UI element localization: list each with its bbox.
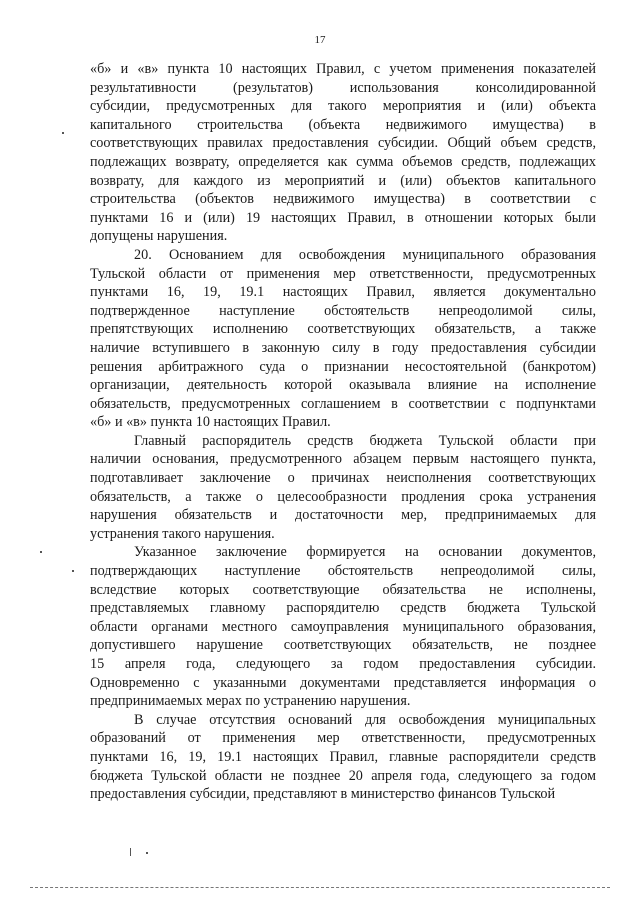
text-line: подтвержденное наступление обстоятельств непреодолимой силы, xyxy=(90,302,596,319)
text-line: соответствующих правилах предоставления субсидии. Общий объем средств, xyxy=(90,135,596,152)
scan-speck xyxy=(72,570,74,572)
text-line: допустившего нарушение соответствующих обязательств, не позднее xyxy=(90,637,596,654)
scan-speck xyxy=(62,132,64,134)
text-line: препятствующих исполнению соответствующих обязательств, а также xyxy=(90,321,596,338)
document-body xyxy=(90,60,596,804)
text-line: пунктами 16, 19, 19.1 настоящих Правил, является документально xyxy=(90,284,596,301)
scan-edge-line xyxy=(30,887,610,888)
text-line: обязательств, а также о целесообразности продления срока устранения xyxy=(90,488,596,505)
text-line: предпринимаемых мерах по устранению нарушения. xyxy=(90,693,411,710)
text-line: пунктами 16 и (или) 19 настоящих Правил, в отношении которых были xyxy=(90,209,596,226)
text-line: предоставления субсидии, представляют в министерство финансов Тульской xyxy=(90,786,556,803)
text-line: 15 апреля года, следующего за годом предоставления субсидии. xyxy=(90,656,596,672)
text-line: Указанное заключение формируется на основании документов, xyxy=(134,544,596,561)
text-line: субсидии, предусмотренных для такого мероприятия и (или) объекта xyxy=(90,98,596,115)
text-line: Главный распорядитель средств бюджета Тульской области при xyxy=(134,432,596,449)
paragraph xyxy=(90,432,596,544)
paragraph xyxy=(90,60,596,246)
text-line: области органами местного самоуправления муниципального образования, xyxy=(90,618,596,635)
text-line: наличии основания, предусмотренного абзацем первым настоящего пункта, xyxy=(90,451,596,468)
text-line: возврату, для каждого из мероприятий и (или) объектов капитального xyxy=(90,172,596,189)
paragraph xyxy=(90,711,596,804)
text-line: Одновременно с указанными документами представляется информация о xyxy=(90,674,596,691)
text-line: устранения такого нарушения. xyxy=(90,525,275,542)
text-line: подготавливает заключение о причинах неисполнения соответствующих xyxy=(90,470,596,487)
paragraph xyxy=(90,543,596,710)
text-line: представляемых главному распорядителю средств бюджета Тульской xyxy=(90,600,596,617)
text-line: бюджета Тульской области не позднее 20 апреля года, следующего за годом xyxy=(90,767,596,784)
text-line: строительства (объектов недвижимого имущества) в соответствии с xyxy=(90,191,596,208)
text-line: нарушения обязательств и достаточности мер, предпринимаемых для xyxy=(90,507,596,524)
text-line: Тульской области от применения мер ответственности, предусмотренных xyxy=(90,265,596,282)
text-line: образований от применения мер ответственности, предусмотренных xyxy=(90,730,596,747)
text-line: организации, деятельность которой оказывала влияние на исполнение xyxy=(90,377,596,394)
text-line: допущены нарушения. xyxy=(90,228,228,245)
paragraph xyxy=(90,246,596,432)
text-line: решения арбитражного суда о признании несостоятельной (банкротом) xyxy=(90,358,596,375)
scan-speck xyxy=(146,852,148,854)
text-line: обязательств, предусмотренных соглашением в соответствии с подпунктами xyxy=(90,395,596,412)
text-line: «б» и «в» пункта 10 настоящих Правил. xyxy=(90,414,331,431)
text-line: подтверждающих наступление обстоятельств непреодолимой силы, xyxy=(90,563,596,580)
text-line: подлежащих возврату, определяется как сумма объемов средств, подлежащих xyxy=(90,153,596,170)
text-line: результативности (результатов) использования консолидированной xyxy=(90,79,596,96)
text-line: наличие вступившего в законную силу в году предоставления субсидии xyxy=(90,339,596,356)
text-line: капитального строительства (объекта недвижимого имущества) в xyxy=(90,116,596,133)
text-line: В случае отсутствия оснований для освобождения муниципальных xyxy=(134,711,596,728)
page-number: 17 xyxy=(314,34,326,46)
text-line: вследствие которых соответствующие обязательства не исполнены, xyxy=(90,581,596,598)
scan-speck xyxy=(130,848,131,856)
text-line: «б» и «в» пункта 10 настоящих Правил, с учетом применения показателей xyxy=(90,61,596,77)
text-line: 20. Основанием для освобождения муниципального образования xyxy=(134,246,596,263)
text-line: пунктами 16, 19, 19.1 настоящих Правил, главные распорядители средств xyxy=(90,748,596,765)
scan-speck xyxy=(40,551,42,553)
